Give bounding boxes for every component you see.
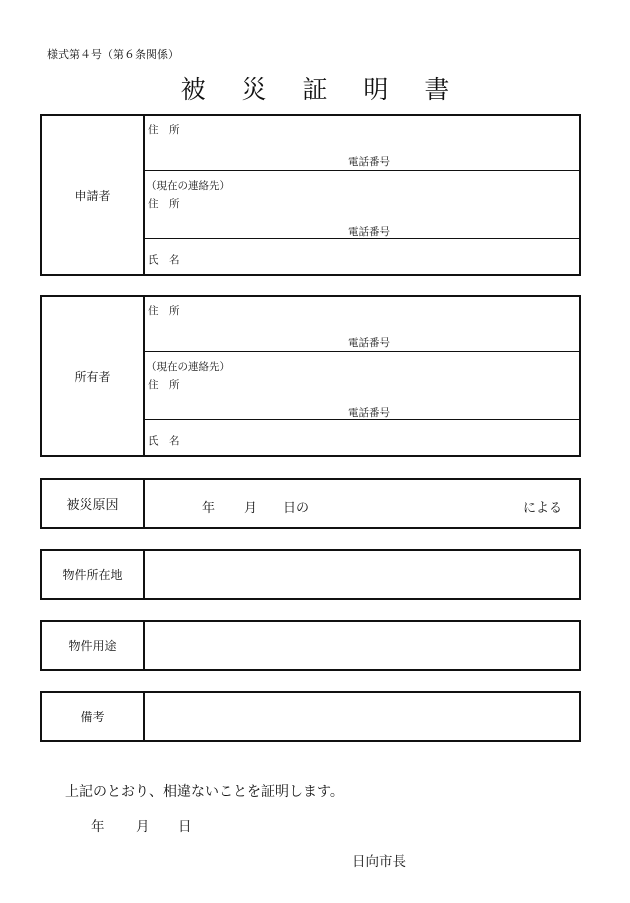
applicant-address-label: 住 所: [148, 124, 180, 136]
owner-section: [40, 295, 581, 457]
damage-cause-section: [40, 478, 581, 529]
property-location-section: [40, 549, 581, 600]
remarks-section: [40, 691, 581, 742]
owner-contact-block[interactable]: [143, 351, 579, 419]
cause-month-label: 月: [244, 501, 258, 516]
applicant-phone2-label: 電話番号: [348, 226, 390, 238]
owner-label: 所有者: [42, 297, 145, 455]
damage-cause-label: 被災原因: [42, 480, 145, 527]
damage-cause-field[interactable]: [143, 480, 579, 527]
cause-year-label: 年: [202, 501, 216, 516]
property-location-label: 物件所在地: [42, 551, 145, 598]
owner-current-contact-label: （現在の連絡先）: [146, 361, 230, 373]
form-number: 様式第４号（第６条関係）: [47, 48, 179, 61]
applicant-address2-label: 住 所: [148, 198, 180, 210]
issuer-mayor: 日向市長: [352, 854, 406, 870]
applicant-label: 申請者: [42, 116, 145, 274]
property-usage-section: [40, 620, 581, 671]
owner-address-block[interactable]: [143, 297, 579, 351]
document-title: 被 災 証 明 書: [180, 75, 464, 104]
owner-name-block[interactable]: [143, 419, 579, 455]
certification-month-label: 月: [136, 819, 150, 835]
applicant-section: [40, 114, 581, 276]
owner-phone-label: 電話番号: [348, 337, 390, 349]
owner-address-label: 住 所: [148, 305, 180, 317]
applicant-phone-label: 電話番号: [348, 156, 390, 168]
cause-day-label: 日の: [283, 501, 310, 516]
remarks-label: 備考: [42, 693, 145, 740]
owner-address2-label: 住 所: [148, 379, 180, 391]
property-usage-label: 物件用途: [42, 622, 145, 669]
applicant-address-block[interactable]: [143, 116, 579, 170]
certification-day-label: 日: [178, 819, 192, 835]
owner-phone2-label: 電話番号: [348, 407, 390, 419]
applicant-contact-block[interactable]: [143, 170, 579, 238]
property-location-field[interactable]: [143, 551, 579, 598]
certification-statement: 上記のとおり、相違ないことを証明します。: [65, 784, 344, 800]
applicant-current-contact-label: （現在の連絡先）: [146, 180, 230, 192]
applicant-name-block[interactable]: [143, 238, 579, 274]
remarks-field[interactable]: [143, 693, 579, 740]
owner-name-label: 氏 名: [148, 435, 180, 447]
cause-by-label: による: [523, 501, 563, 516]
applicant-name-label: 氏 名: [148, 254, 180, 266]
property-usage-field[interactable]: [143, 622, 579, 669]
certification-year-label: 年: [91, 819, 105, 835]
